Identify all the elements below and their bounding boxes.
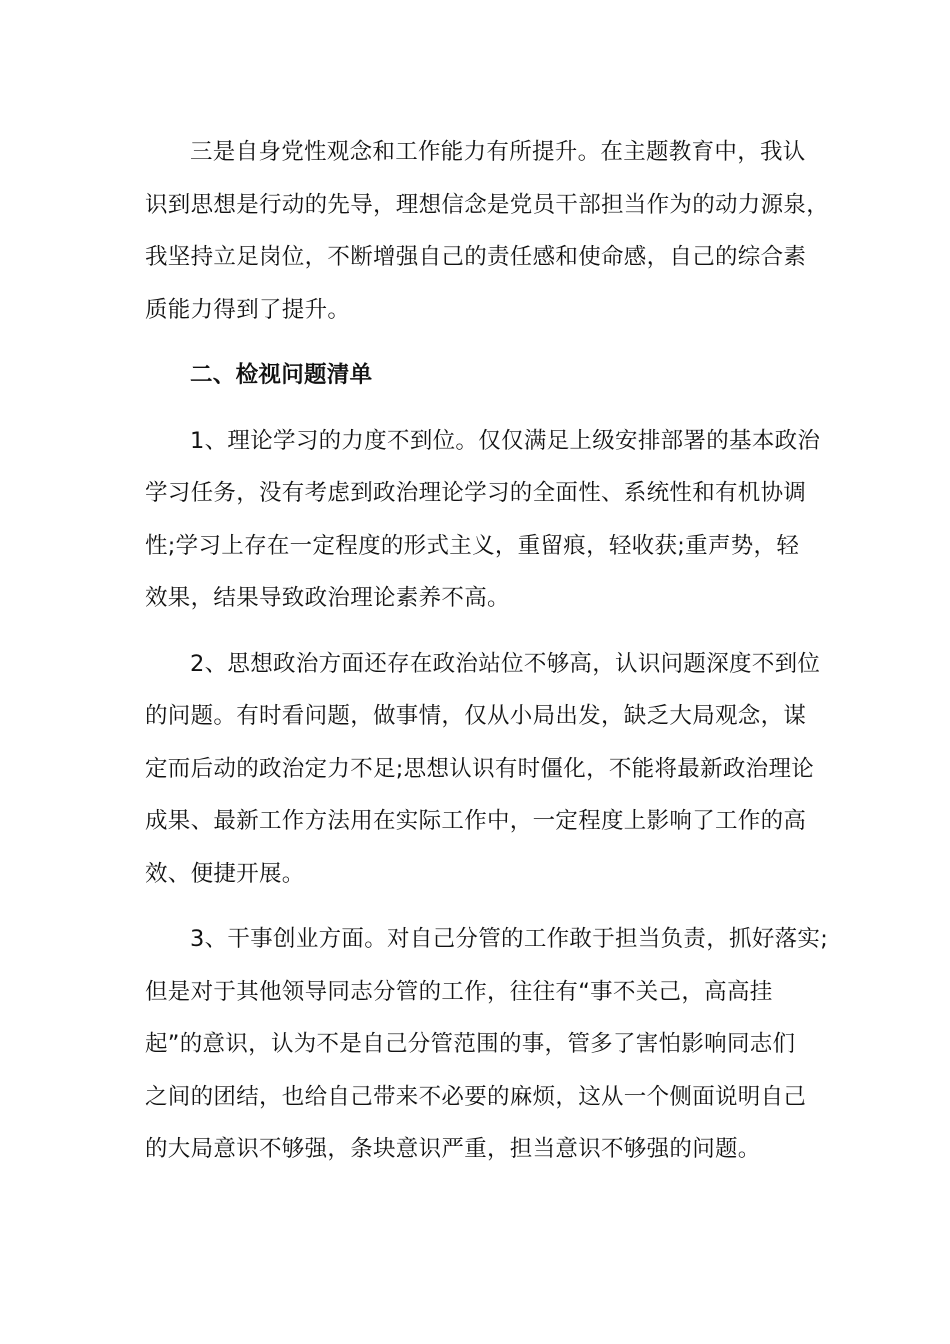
text-line: 学习任务，没有考虑到政治理论学习的全面性、系统性和有机协调 [145,480,807,506]
text-line: 的问题。有时看问题，做事情，仅从小局出发，缺乏大局观念，谋 [145,703,807,729]
text-line: 成果、最新工作方法用在实际工作中，一定程度上影响了工作的高 [145,808,807,834]
text-line: 性;学习上存在一定程度的形式主义，重留痕，轻收获;重声势，轻 [145,532,800,559]
heading-text: 二、检视问题清单 [190,362,373,388]
text-line: 但是对于其他领导同志分管的工作，往往有“事不关己，高高挂 [145,978,773,1005]
text-line: 之间的团结，也给自己带来不必要的麻烦，这从一个侧面说明自己 [145,1083,807,1110]
paragraph-item-3 [145,913,830,1176]
paragraph-self-improvement [145,126,830,336]
text-line: 效果，结果导致政治理论素养不高。 [145,585,510,611]
text-line: 效、便捷开展。 [145,860,305,887]
text-line: 起”的意识，认为不是自己分管范围的事，管多了害怕影响同志们 [145,1031,796,1057]
paragraph-gap [145,900,830,913]
text-line: 的大局意识不够强，条块意识严重，担当意识不够强的问题。 [145,1136,761,1162]
text-line: 2、思想政治方面还存在政治站位不够高，认识问题深度不到位 [190,650,821,677]
paragraph-item-2 [145,638,830,901]
text-line: 3、干事创业方面。对自己分管的工作敢于担当负责，抓好落实; [190,926,829,952]
text-line: 定而后动的政治定力不足;思想认识有时僵化，不能将最新政治理论 [145,755,815,782]
paragraph-gap [145,402,830,415]
text-line: 质能力得到了提升。 [145,296,351,323]
section-heading [145,349,830,402]
paragraph-gap [145,625,830,638]
paragraph-gap [145,336,830,349]
text-line: 识到思想是行动的先导，理想信念是党员干部担当作为的动力源泉， [145,191,830,218]
text-line: 我坚持立足岗位，不断增强自己的责任感和使命感，自己的综合素 [145,244,807,270]
paragraph-item-1 [145,415,830,625]
text-line: 1、理论学习的力度不到位。仅仅满足上级安排部署的基本政治 [190,427,821,454]
text-line: 三是自身党性观念和工作能力有所提升。在主题教育中，我认 [190,139,806,165]
